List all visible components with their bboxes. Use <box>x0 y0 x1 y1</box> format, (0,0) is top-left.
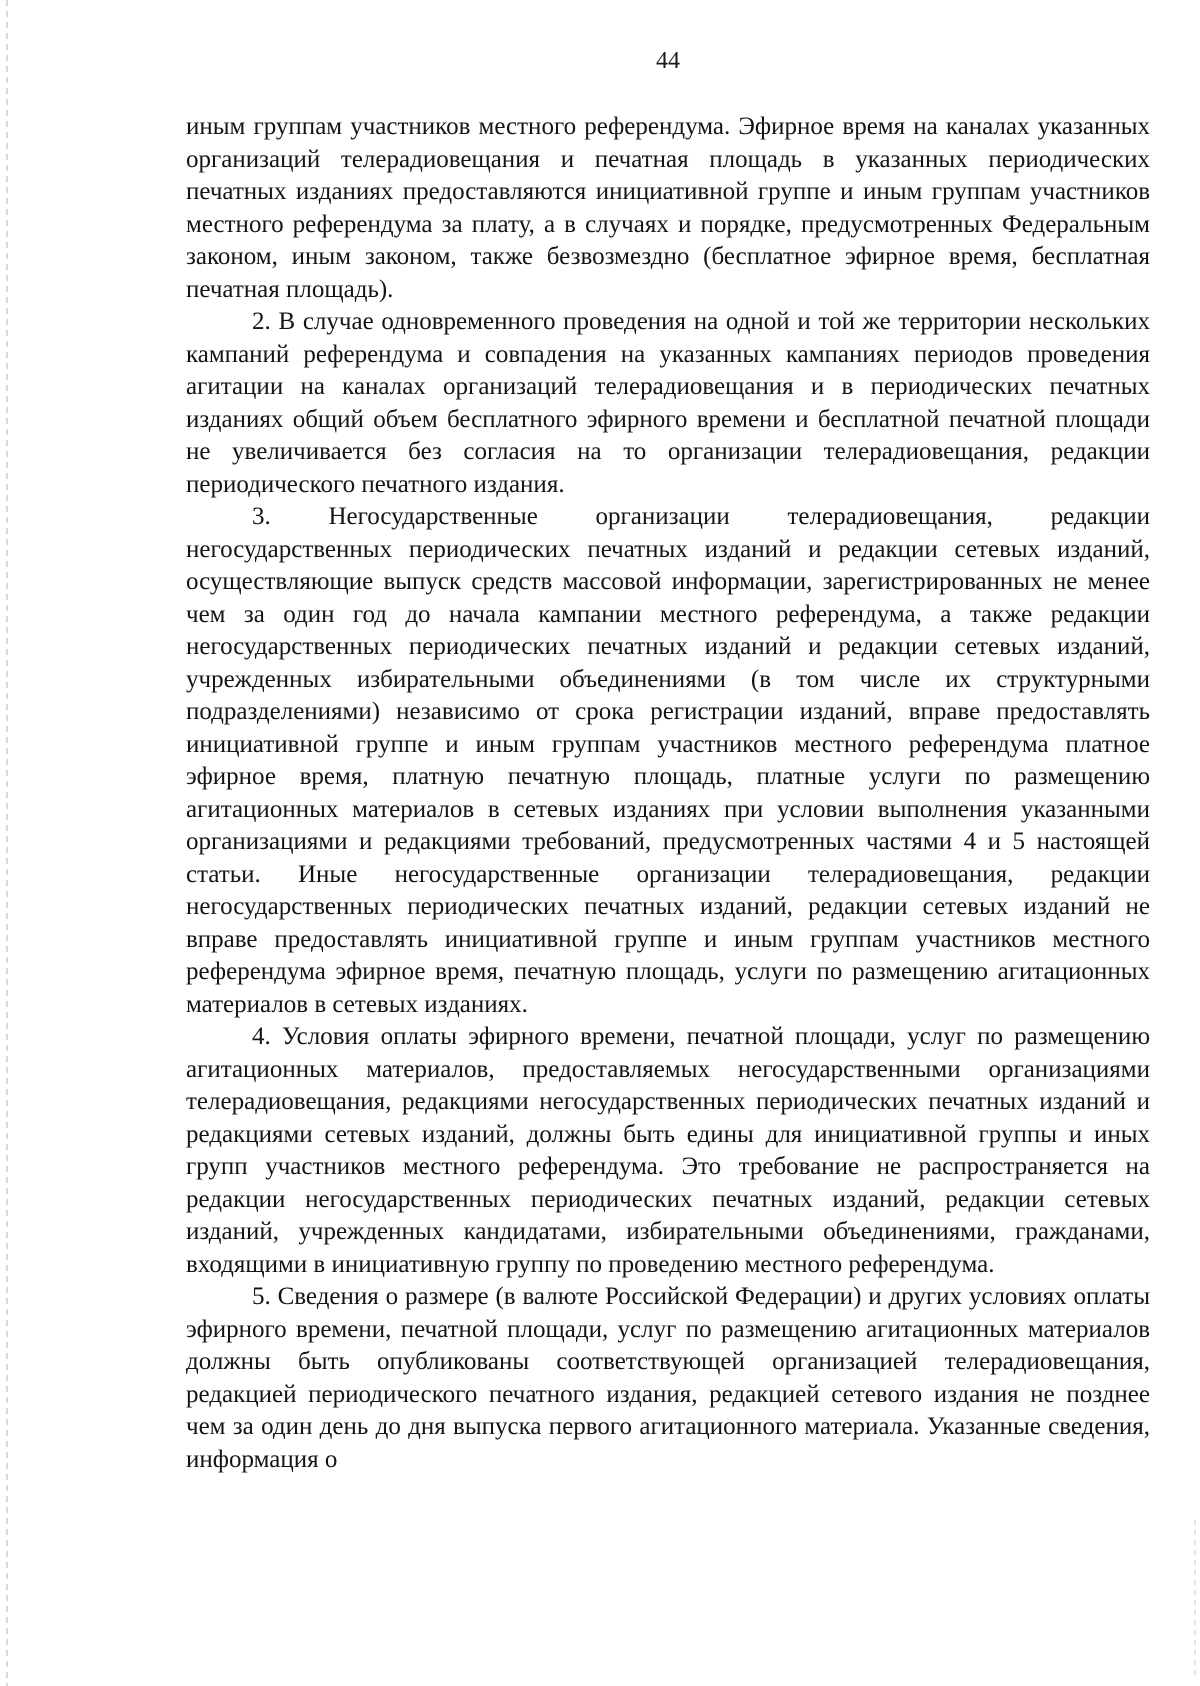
scan-edge-left <box>6 0 8 1686</box>
document-body <box>186 111 1150 1476</box>
paragraph-3: 3. Негосударственные организации телерадиовещания, редакции негосударственных периодических печатных изданий и редакции сетевых изданий, осуществляющие выпуск средств массовой информации, зарегистрированных не менее чем за один год до начала кампании местного референдума, а также редакции негосударственных периодических печатных изданий и редакции сетевых изданий, учрежденных избирательными объединениями (в том числе их структурными подразделениями) независимо от срока регистрации изданий, вправе предоставлять инициативной группе и иным группам участников местного референдума платное эфирное время, платную печатную площадь, платные услуги по размещению агитационных материалов в сетевых изданиях при условии выполнения указанными организациями и редакциями требований, предусмотренных частями 4 и 5 настоящей статьи. Иные негосударственные организации телерадиовещания, редакции негосударственных периодических печатных изданий, редакции сетевых изданий не вправе предоставлять инициативной группе и иным группам участников местного референдума эфирное время, печатную площадь, услуги по размещению агитационных материалов в сетевых изданиях. <box>186 503 1150 1018</box>
page-number: 44 <box>656 48 680 74</box>
paragraph-2: 2. В случае одновременного проведения на одной и той же территории нескольких кампаний референдума и совпадения на указанных кампаниях периодов проведения агитации на каналах организаций телерадиовещания и в периодических печатных изданиях общий объем бесплатного эфирного времени и бесплатной печатной площади не увеличивается без согласия на то организации телерадиовещания, редакции периодического печатного издания. <box>186 308 1150 498</box>
paragraph-5: 5. Сведения о размере (в валюте Российской Федерации) и других условиях оплаты эфирного времени, печатной площади, услуг по размещению агитационных материалов должны быть опубликованы соответствующей организацией телерадиовещания, редакцией периодического печатного издания, редакцией сетевого издания не позднее чем за один день до дня выпуска первого агитационного материала. Указанные сведения, информация о <box>186 1283 1150 1473</box>
scan-edge-right <box>1194 1520 1196 1680</box>
paragraph-continuation: иным группам участников местного референдума. Эфирное время на каналах указанных организаций телерадиовещания и печатная площадь в указанных периодических печатных изданиях предоставляются инициативной группе и иным группам участников местного референдума за плату, а в случаях и порядке, предусмотренных Федеральным законом, иным законом, также безвозмездно (бесплатное эфирное время, бесплатная печатная площадь). <box>186 113 1150 303</box>
paragraph-4: 4. Условия оплаты эфирного времени, печатной площади, услуг по размещению агитационных материалов, предоставляемых негосударственными организациями телерадиовещания, редакциями негосударственных периодических печатных изданий и редакциями сетевых изданий, должны быть едины для инициативной группы и иных групп участников местного референдума. Это требование не распространяется на редакции негосударственных периодических печатных изданий, редакции сетевых изданий, учрежденных кандидатами, избирательными объединениями, гражданами, входящими в инициативную группу по проведению местного референдума. <box>186 1023 1150 1278</box>
